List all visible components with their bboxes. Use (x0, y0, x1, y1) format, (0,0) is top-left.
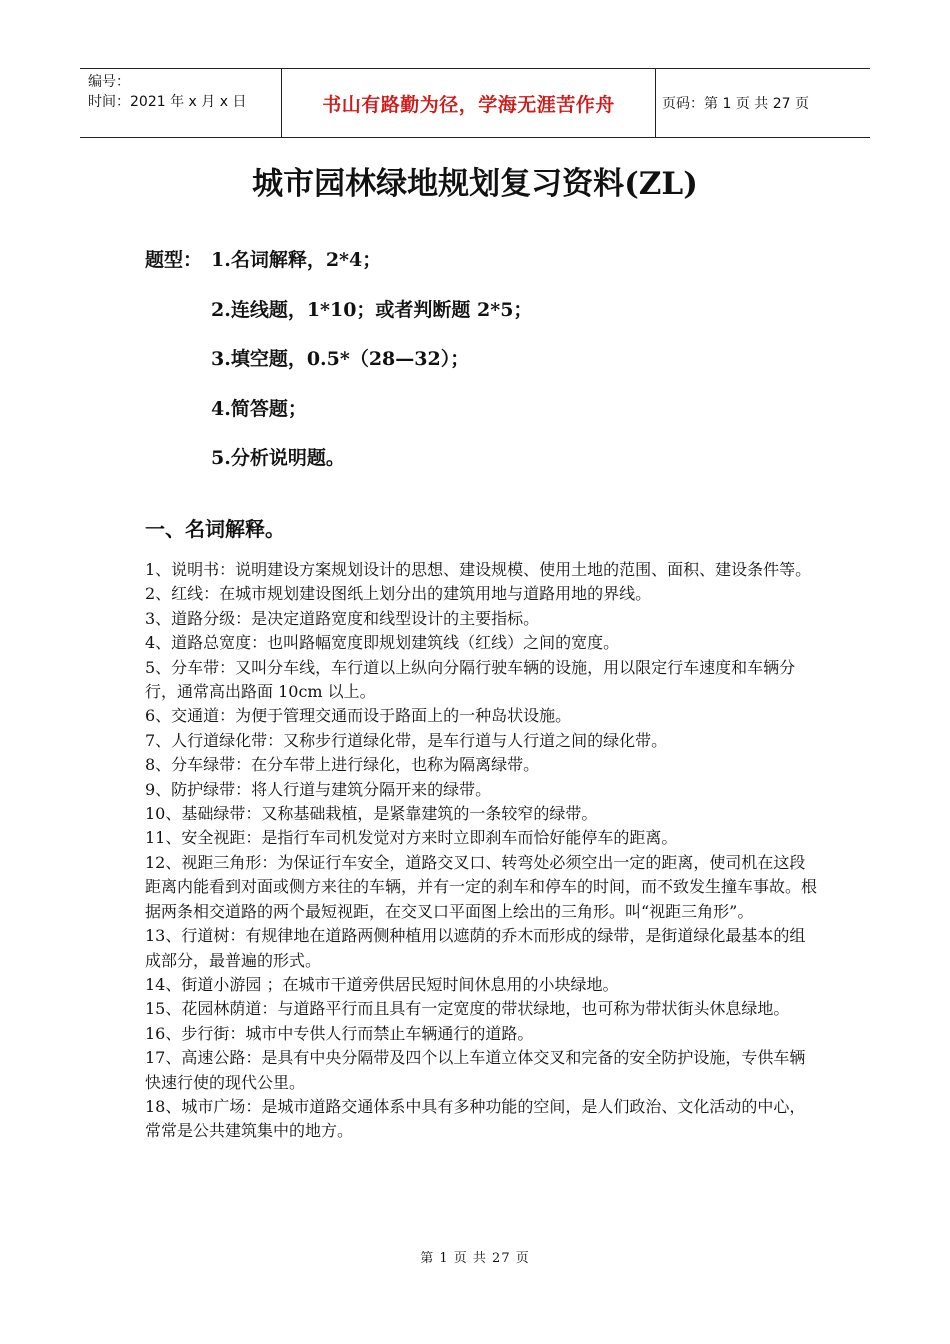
question-type-item: 1.名词解释，2*4； (211, 249, 382, 271)
definition-item: 8、分车绿带：在分车带上进行绿化，也称为隔离绿带。 (145, 755, 540, 775)
definitions-list (145, 558, 820, 1144)
question-type-4: 4.简答题； (211, 398, 307, 420)
definition-item: 9、防护绿带：将人行道与建筑分隔开来的绿带。 (145, 779, 492, 799)
date-text: 时间：2021 年 x 月 x 日 (88, 94, 247, 110)
question-type-5: 5.分析说明题。 (211, 447, 345, 469)
definition-item: 13、行道树：有规律地在道路两侧种植用以遮荫的乔木而形成的绿带，是街道绿化最基本的组成部分，最普遍的形式。 (145, 926, 806, 970)
definition-item: 14、街道小游园 ；在城市干道旁供居民短时间休息用的小块绿地。 (145, 974, 619, 994)
page-header (80, 68, 870, 138)
definition-item: 7、人行道绿化带：又称步行道绿化带，是车行道与人行道之间的绿化带。 (145, 730, 668, 750)
definition-item: 10、基础绿带：又称基础栽植，是紧靠建筑的一条较窄的绿带。 (145, 804, 598, 824)
definition-item: 5、分车带：又叫分车线，车行道以上纵向分隔行驶车辆的设施，用以限定行车速度和车辆分行，通常高出路面 10cm 以上。 (145, 657, 796, 702)
question-type-3: 3.填空题，0.5*（28—32）； (211, 348, 470, 370)
document-title: 城市园林绿地规划复习资料(ZL) (252, 166, 698, 202)
definition-item: 12、视距三角形：为保证行车安全，道路交叉口、转弯处必须空出一定的距离，使司机在这段距离内能看到对面或侧方来往的车辆，并有一定的刹车和停车的时间，而不致发生撞车事故。根据两条相交道路的两个最短视距，在交叉口平面图上绘出的三角形。叫“视距三角形”。 (145, 852, 818, 921)
question-type-label: 题型： (145, 249, 203, 271)
definition-item: 4、道路总宽度：也叫路幅宽度即规划建筑线（红线）之间的宽度。 (145, 633, 620, 653)
question-type-1 (145, 246, 381, 274)
definition-item: 17、高速公路：是具有中央分隔带及四个以上车道立体交叉和完备的安全防护设施，专供车辆快速行使的现代公里。 (145, 1048, 806, 1092)
definition-item: 16、步行街：城市中专供人行而禁止车辆通行的道路。 (145, 1023, 534, 1043)
definition-item: 3、道路分级：是决定道路宽度和线型设计的主要指标。 (145, 608, 540, 628)
definition-item: 2、红线：在城市规划建设图纸上划分出的建筑用地与道路用地的界线。 (145, 584, 652, 604)
definition-item: 11、安全视距：是指行车司机发觉对方来时立即刹车而恰好能停车的距离。 (145, 828, 678, 848)
page-footer: 第 1 页 共 27 页 (420, 1251, 530, 1266)
definition-item: 1、说明书：说明建设方案规划设计的思想、建设规模、使用土地的范围、面积、建设条件等。 (145, 560, 812, 579)
question-type-2: 2.连线题，1*10；或者判断题 2*5； (211, 299, 533, 321)
definition-item: 18、城市广场：是城市道路交通体系中具有多种功能的空间，是人们政治、文化活动的中心，常常是公共建筑集中的地方。 (145, 1096, 806, 1141)
definition-item: 15、花园林荫道：与道路平行而且具有一定宽度的带状绿地，也可称为带状街头休息绿地。 (145, 999, 790, 1019)
header-meta (80, 69, 282, 137)
definition-item: 6、交通道：为便于管理交通而设于路面上的一种岛状设施。 (145, 706, 572, 726)
serial-label: 编号： (88, 74, 130, 90)
section-title: 一、名词解释。 (145, 517, 285, 541)
header-page-code: 页码：第 1 页 共 27 页 (662, 96, 809, 112)
header-motto: 书山有路勤为径，学海无涯苦作舟 (282, 69, 656, 137)
